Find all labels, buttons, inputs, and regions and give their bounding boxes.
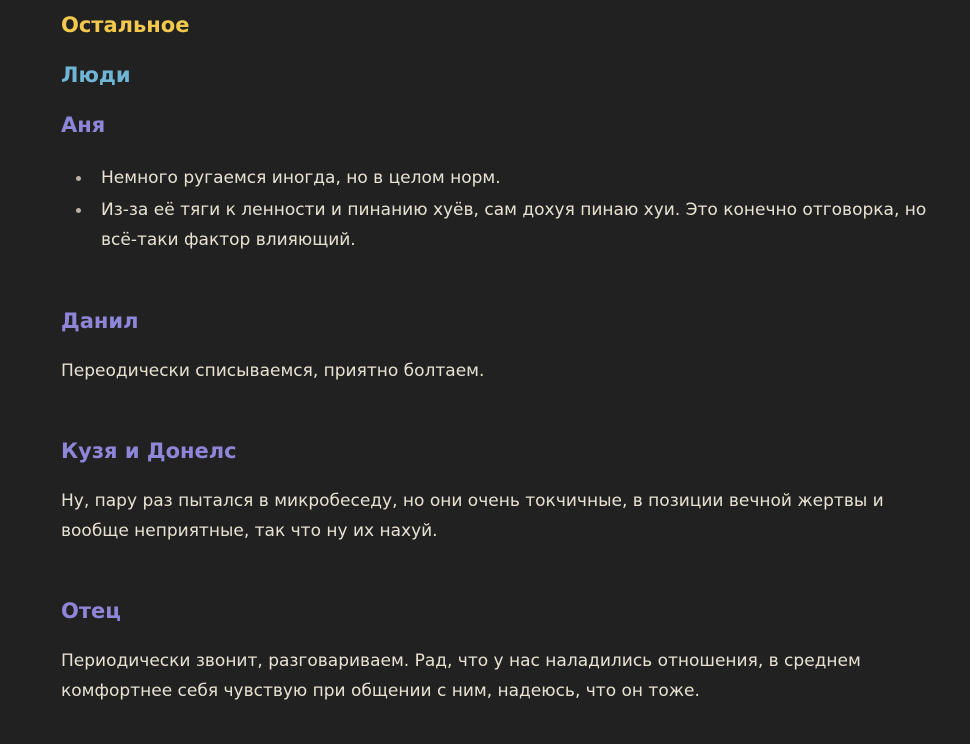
list-item-text: Из-за её тяги к ленности и пинанию хуёв, сам дохуя пинаю хуи. Это конечно отговорка, но всё-таки фактор влияющий. (101, 200, 927, 250)
paragraph-kuzya-donels: Ну, пару раз пытался в микробеседу, но они очень токчичные, в позиции вечной жертвы и вообще неприятные, так что ну их нахуй. (61, 491, 884, 541)
list-item (61, 195, 941, 255)
list-item-text: Немного ругаемся иногда, но в целом норм. (101, 168, 501, 188)
heading-father: Отец (61, 599, 121, 623)
heading-people: Люди (61, 63, 131, 87)
bullet-dot-icon (76, 208, 81, 213)
heading-other: Остальное (61, 13, 190, 37)
list-item (61, 163, 941, 193)
heading-kuzya-donels: Кузя и Донелс (61, 439, 237, 463)
heading-anya: Аня (61, 113, 106, 137)
paragraph-danil: Переодически списываемся, приятно болтаем. (61, 361, 485, 381)
bullet-dot-icon (76, 176, 81, 181)
paragraph-father: Периодически звонит, разговариваем. Рад, что у нас наладились отношения, в среднем комфортнее себя чувствую при общении с ним, надеюсь, что он тоже. (61, 651, 861, 701)
anya-bullet-list (61, 163, 941, 257)
heading-danil: Данил (61, 309, 139, 333)
